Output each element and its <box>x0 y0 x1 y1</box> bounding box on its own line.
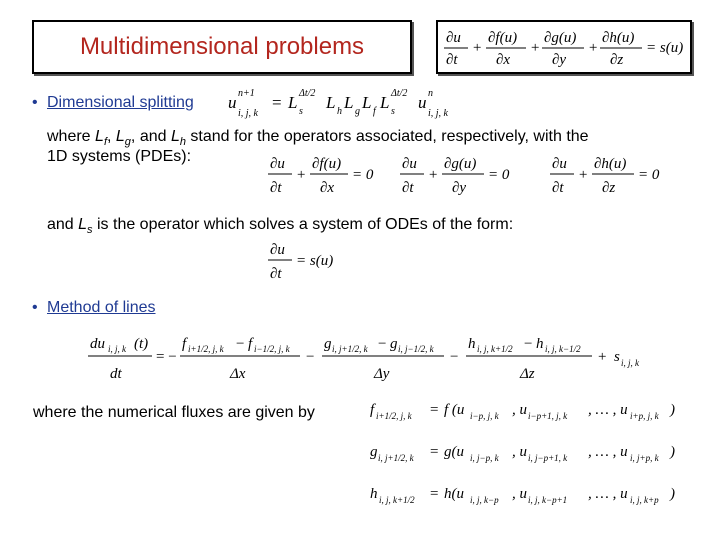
svg-text:=: = <box>430 486 439 502</box>
svg-text:Δy: Δy <box>374 366 390 382</box>
flux-intro: where the numerical fluxes are given by <box>33 404 315 421</box>
flux-g <box>370 444 675 463</box>
svg-text:s: s <box>391 106 395 117</box>
svg-text:n: n <box>428 88 433 99</box>
svg-text:+: + <box>428 167 439 183</box>
svg-text:h: h <box>468 336 476 352</box>
svg-text:i, j, k−p: i, j, k−p <box>470 495 499 505</box>
svg-text:i−1/2, j, k: i−1/2, j, k <box>254 344 290 354</box>
svg-text:h: h <box>536 336 544 352</box>
svg-text:=: = <box>430 402 439 418</box>
svg-text:∂f(u): ∂f(u) <box>488 30 518 46</box>
svg-text:): ) <box>670 402 675 418</box>
svg-text:i, j+p, k: i, j+p, k <box>630 453 659 463</box>
svg-text:, … , u: , … , u <box>588 444 628 460</box>
svg-text:∂h(u): ∂h(u) <box>594 156 627 172</box>
svg-text:∂t: ∂t <box>270 266 282 282</box>
svg-text:, u: , u <box>512 402 527 418</box>
svg-text:g: g <box>324 336 332 352</box>
svg-text:∂h(u): ∂h(u) <box>602 30 635 46</box>
svg-text:L: L <box>362 93 372 112</box>
svg-text:∂u: ∂u <box>446 30 461 46</box>
svg-text:f: f <box>182 336 187 352</box>
svg-text:Δx: Δx <box>230 366 246 382</box>
svg-text:i, j, k+1/2: i, j, k+1/2 <box>379 495 415 505</box>
svg-text:=: = <box>272 93 282 112</box>
method-of-lines-equation <box>88 328 668 384</box>
svg-text:∂x: ∂x <box>320 180 335 196</box>
svg-text:f: f <box>373 106 376 117</box>
svg-text:n+1: n+1 <box>238 88 255 99</box>
svg-text:= s(u): = s(u) <box>296 253 334 269</box>
svg-text:h: h <box>337 106 342 117</box>
svg-text:−: − <box>306 349 315 365</box>
svg-text:u: u <box>228 93 237 112</box>
svg-text:f (u: f (u <box>444 402 465 418</box>
svg-text:g: g <box>355 106 360 117</box>
svg-text:i, j+1/2, k: i, j+1/2, k <box>332 344 368 354</box>
svg-text:g: g <box>390 336 398 352</box>
svg-text:∂x: ∂x <box>496 52 511 68</box>
svg-text:i, j, k: i, j, k <box>108 344 126 354</box>
svg-text:−: − <box>450 349 459 365</box>
svg-text:∂y: ∂y <box>552 52 567 68</box>
svg-text:, u: , u <box>512 444 527 460</box>
svg-text:∂u: ∂u <box>552 156 567 172</box>
svg-text:h: h <box>370 486 378 502</box>
svg-text:∂f(u): ∂f(u) <box>312 156 342 172</box>
conservation-equation <box>438 22 690 72</box>
svg-text:−: − <box>236 336 245 352</box>
svg-text:= 0: = 0 <box>352 167 374 183</box>
svg-text:∂g(u): ∂g(u) <box>444 156 477 172</box>
svg-text:i, j, k: i, j, k <box>428 108 448 119</box>
svg-text:, … , u: , … , u <box>588 402 628 418</box>
svg-text:(t): (t) <box>134 336 149 352</box>
svg-text:i, j−p, k: i, j−p, k <box>470 453 499 463</box>
svg-text:=: = <box>430 444 439 460</box>
svg-text:i−p+1, j, k: i−p+1, j, k <box>528 411 568 421</box>
svg-text:+: + <box>578 167 589 183</box>
svg-text:): ) <box>670 444 675 460</box>
ode-equation <box>266 236 356 286</box>
svg-text:Δz: Δz <box>520 366 535 382</box>
svg-text:i, j, k−p+1: i, j, k−p+1 <box>528 495 568 505</box>
svg-text:∂z: ∂z <box>610 52 624 68</box>
svg-text:∂t: ∂t <box>552 180 564 196</box>
svg-text:Δt/2: Δt/2 <box>391 88 408 99</box>
svg-text:∂z: ∂z <box>602 180 616 196</box>
pde-x <box>266 150 376 200</box>
svg-text:du: du <box>90 336 105 352</box>
svg-text:, … , u: , … , u <box>588 486 628 502</box>
svg-text:−: − <box>524 336 533 352</box>
svg-text:h(u: h(u <box>444 486 464 502</box>
svg-text:∂u: ∂u <box>270 156 285 172</box>
svg-text:i, j, k: i, j, k <box>238 108 258 119</box>
pde-z <box>548 150 668 200</box>
svg-text:L: L <box>326 93 336 112</box>
svg-text:f: f <box>370 402 375 418</box>
svg-text:g: g <box>370 444 378 460</box>
svg-text:L: L <box>380 93 390 112</box>
operators-description-line2: 1D systems (PDEs): <box>47 148 192 165</box>
dimensional-splitting-label[interactable]: Dimensional splitting <box>47 94 194 111</box>
svg-text:+: + <box>296 167 307 183</box>
title-box <box>32 20 412 74</box>
svg-text:∂g(u): ∂g(u) <box>544 30 577 46</box>
svg-text:= −: = − <box>156 349 177 365</box>
dimensional-splitting-link[interactable] <box>47 94 194 112</box>
svg-text:+: + <box>472 40 483 56</box>
svg-text:f: f <box>248 336 253 352</box>
svg-text:= 0: = 0 <box>488 167 510 183</box>
svg-text:L: L <box>344 93 354 112</box>
svg-text:i, j+1/2, k: i, j+1/2, k <box>378 453 414 463</box>
svg-text:= s(u): = s(u) <box>646 40 684 56</box>
bullet-1: • <box>32 94 38 111</box>
pde-y <box>398 150 518 200</box>
svg-text:i, j−1/2, k: i, j−1/2, k <box>398 344 434 354</box>
svg-text:∂y: ∂y <box>452 180 467 196</box>
slide-title: Multidimensional problems <box>79 33 365 60</box>
svg-text:i+1/2, j, k: i+1/2, j, k <box>188 344 224 354</box>
svg-text:, u: , u <box>512 486 527 502</box>
svg-text:s: s <box>614 349 620 365</box>
svg-text:∂u: ∂u <box>270 242 285 258</box>
svg-text:g(u: g(u <box>444 444 464 460</box>
svg-text:∂t: ∂t <box>446 52 458 68</box>
ode-intro: and $L_s$ is the operator which solves a system of ODEs of the form: <box>47 216 514 237</box>
svg-text:i, j, k: i, j, k <box>621 358 639 368</box>
svg-text:L: L <box>288 93 298 112</box>
svg-text:i, j, k−1/2: i, j, k−1/2 <box>545 344 581 354</box>
bullet-2: • <box>32 299 38 316</box>
svg-text:i, j−p+1, k: i, j−p+1, k <box>528 453 568 463</box>
svg-text:dt: dt <box>110 366 122 382</box>
svg-text:= 0: = 0 <box>638 167 660 183</box>
svg-text:i, j, k+p: i, j, k+p <box>630 495 659 505</box>
svg-text:i−p, j, k: i−p, j, k <box>470 411 499 421</box>
svg-text:i, j, k+1/2: i, j, k+1/2 <box>477 344 513 354</box>
svg-text:Δt/2: Δt/2 <box>299 88 316 99</box>
conservation-equation-box <box>436 20 692 74</box>
method-of-lines-link[interactable] <box>47 299 156 317</box>
svg-text:+: + <box>598 349 607 365</box>
svg-text:−: − <box>378 336 387 352</box>
svg-text:+: + <box>588 40 599 56</box>
operators-description-line1: where $L_f$, $L_g$, and $L_h$ stand for the operators associated, respectively, with the <box>47 128 589 149</box>
svg-text:+: + <box>530 40 541 56</box>
svg-text:∂t: ∂t <box>270 180 282 196</box>
splitting-equation <box>226 82 476 122</box>
svg-text:∂u: ∂u <box>402 156 417 172</box>
numerical-fluxes <box>368 390 688 520</box>
flux-f <box>370 402 675 421</box>
svg-text:u: u <box>418 93 427 112</box>
svg-text:∂t: ∂t <box>402 180 414 196</box>
svg-text:s: s <box>299 106 303 117</box>
method-of-lines-label[interactable]: Method of lines <box>47 299 156 316</box>
svg-text:i+p, j, k: i+p, j, k <box>630 411 659 421</box>
flux-h <box>370 486 675 505</box>
svg-text:): ) <box>670 486 675 502</box>
svg-text:i+1/2, j, k: i+1/2, j, k <box>376 411 412 421</box>
